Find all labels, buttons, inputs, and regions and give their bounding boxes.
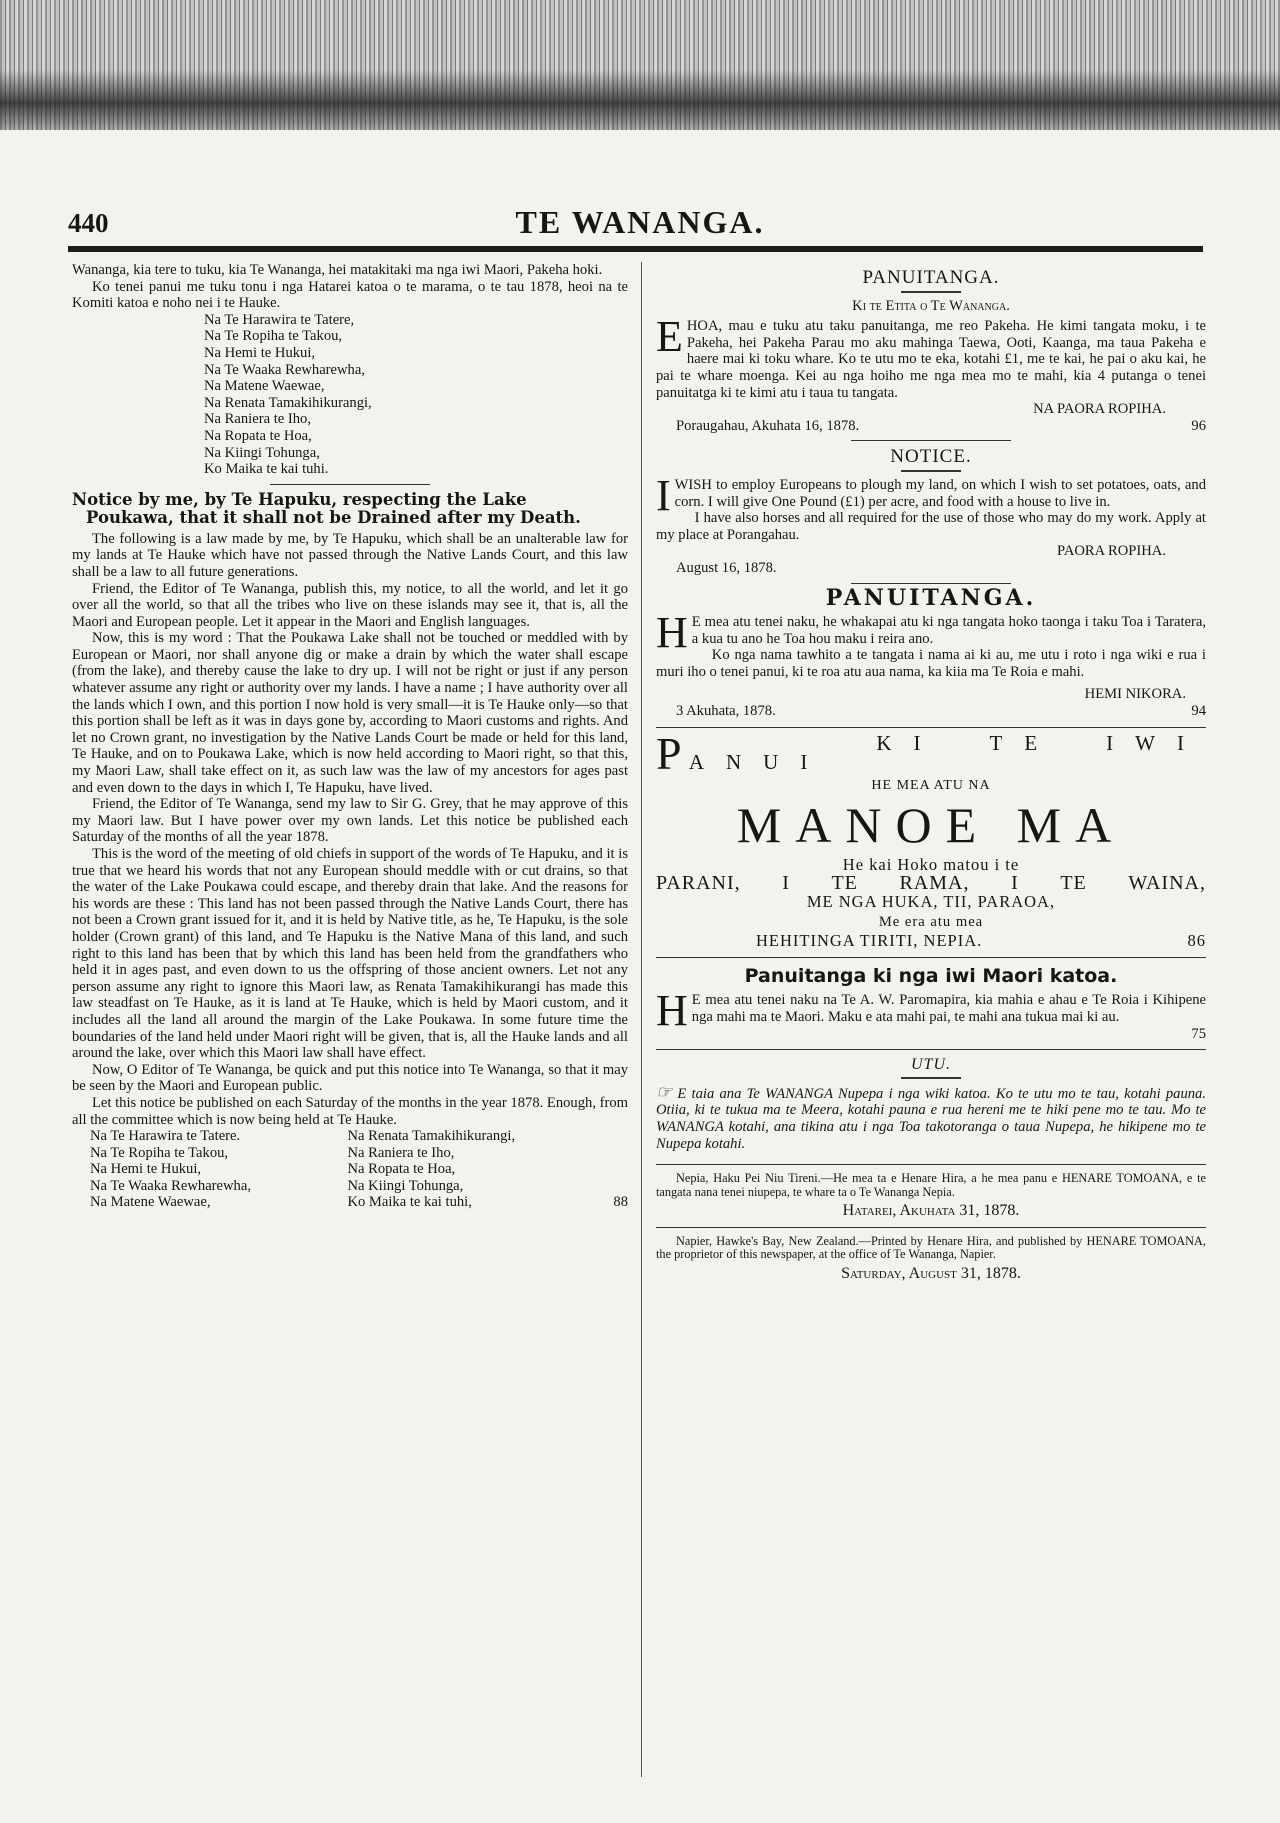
committee-name: Na Te Ropiha te Takou, [204,328,343,345]
advert-body [656,608,1206,658]
notice-paragraph: Now, this is my word : That the Poukawa Lake shall not be touched or meddled with by European or Maori, nor shall anyone dig or make a drain by which the water shall escape (from the lake), and thereby cause the lake to dry up. I will not be right or just if any person whatever assume any right or authority over my lands. I have a name ; I have authority over all the lands which I own, and this portion I now hold is very small—it is Te Hauke only—so that this portion shall be left as it was in days gone by, according to Maori customs and rights. And let no Crown grant, no investigation by the Native Lands Court be made or held for this land, Te Hauke, and on to Poukawa Lake, which is now held according to Maori right, so that this, my Maori Law, shall take effect on it, as such law was the law of my ancestors for ages past and even down to the days in which I, Te Hapuku, have lived. [72,630,628,796]
notice-paragraph: The following is a law made by me, by Te Hapuku, which shall be an unalterable law for my lands at Te Hauke which have not passed through the Native Lands Court, and this law shall be a law to all future generations. [72,530,628,580]
section-divider [851,583,1011,584]
advert-footer [656,933,1206,950]
advert-text: I have also horses and all required for the use of those who may do my work. Apply at my place at Porangahau. [656,510,1206,543]
goods-word: WAINA, [1128,871,1206,894]
drop-cap: I [656,470,671,520]
advert-footer [656,703,1206,720]
goods-word: PARANI, [656,871,741,894]
goods-word: I [1011,871,1019,894]
advert-goods [656,871,1206,894]
drop-cap: H [656,986,688,1036]
notice-paragraph: Let this notice be published on each Saturday of the months in the year 1878. Enough, from all the committee which is now being held at Te Hauke. [72,1094,628,1128]
committee-name: Na Ropata te Hoa, [204,427,312,444]
issue-date-maori: Hatarei, Akuhata 31, 1878. [842,1202,1020,1220]
committee-name: Na Te Harawira te Tatere, [204,311,355,328]
advert-body [656,470,1206,520]
committee-name: Na Te Waaka Rewharewha, [204,361,365,378]
advert-number: 75 [1191,1025,1206,1042]
notice-heading-line: Notice by me, by Te Hapuku, respecting the Lake [72,489,527,509]
advert-title: PANUITANGA. [825,584,1037,611]
committee-name: Na Kiingi Tohunga, [204,444,320,461]
section-divider [656,1164,1206,1165]
banner-word: ANUI [688,749,830,774]
advert-date: 3 Akuhata, 1878. [676,703,776,720]
committee-name: Na Hemi te Hukui, [204,344,316,361]
intro-paragraph: Ko tenei panui me tuku tonu i nga Hatarei katoa o te marama, o te tau 1878, heoi na te Komiti katoa e noho nei i te Hauke. [72,278,628,312]
goods-word: I [782,871,790,894]
notice-paragraph: This is the word of the meeting of old chiefs in support of the words of Te Hapuku, and it is true that we heard his words that not any European should meddle with or cut drains, so that the water of the Lake Poukawa could escape, and thereby drain that lake. And the reasons for his words are these : This land has not been passed through the Native Lands Court, there has not been a Crown grant issued for it, and it is held by Native title, as he, Te Hapuku, is the sole holder (Crown grant) of this land, and Te Hapuku is the Native Mana of this land, and such right to this land has been that by which this land has been held from the grandfathers who held it in ages past, and even down to us the offspring of those ancient owners. Let not any person assume any right to ignore this Maori law, as Renata Tamakihikurangi has made this law steadfast on Te Hauke, as it is land at Te Hauke, which is held by Maori custom, and it includes all the land all around the margin of the Lake Poukawa. In some future time the boundaries of the land held under Maori right will be given, that is, all the Hauke lands and all around the lake, over which this Maori law shall have effect. [72,846,628,1062]
banner-word: KI [876,730,943,755]
advert-title: NOTICE. [890,446,972,468]
advert-number: 96 [1191,417,1206,434]
drop-cap: H [656,608,688,658]
title-rule [901,291,961,293]
advert-line: He kai Hoko matou i te [842,854,1020,874]
advert-number: 86 [1187,931,1206,951]
header-rule [68,246,1203,252]
rates-body [656,1081,1206,1152]
notice-heading [72,491,628,527]
advert-title: Panuitanga ki nga iwi Maori katoa. [744,964,1118,987]
advert-text: HOA, mau e tuku atu taku panuitanga, me reo Pakeha. He kimi tangata moku, i te Pakeha, hei Pakeha Parau mo aku mahinga Taewa, Ooti, Kaanga, ma taua Pakeha e haere mai ki toku whare. Ko te utu mo te eka, kotahi £1, me te kai, he pai o aku kai, he pai te whare moenga. Kei au nga hoiho me nga mea mo te mahi, kia 4 putanga o tenei panuitatga ki te kimi atu i taua tu tangata. [656,318,1206,401]
signatory: Na Te Harawira te Tatere. [90,1128,241,1145]
advert-body [656,312,1206,401]
committee-name: Ko Maika te kai tuhi. [204,461,329,478]
rates-text: E taia ana Te WANANGA Nupepa i nga wiki katoa. Ko te utu mo te tau, kotahi pauna. Otiia, ki te tukua ma te Meera, kotahi pauna e rua hereni me te hiki pene mo te tau. Mo te WANANGA kotahi, ana tikina atu i nga Toa takotoranga o taua Nupepa, he hikipene mo te Nupepa kotahi. [656,1085,1206,1152]
committee-names [72,312,628,478]
advert-text: E mea atu tenei naku na Te A. W. Paromapira, kia mahia e ahau e Te Roia i Kihipene nga mahi ma te Maori. Maku e ata mahi pai, te mahi ana tukua mai ki au. [691,992,1206,1026]
drop-cap: P [656,727,683,779]
notice-paragraph: Friend, the Editor of Te Wananga, send my law to Sir G. Grey, that he may approve of this my Maori law. But I have power over my own lands. Let this notice be published each Saturday of the months of all the year 1878. [72,796,628,846]
advert-merchant-name: MANOE MA [736,796,1126,853]
advert-line: ME NGA HUKA, TII, PARAOA, [806,892,1056,912]
advert-line: HE MEA ATU NA [871,777,991,793]
column-divider [641,262,642,1777]
section-divider [656,727,1206,728]
advert-line: Me era atu mea [878,914,984,931]
title-rule [901,470,961,472]
advert-signature: HEMI NIKORA. [1084,686,1186,703]
advert-subtitle: Ki te Etita o Te Wananga. [852,297,1010,314]
signatory: Na Ropata te Hoa, [347,1161,456,1178]
scan-edge-band [0,0,1280,130]
imprint-maori: Nepia, Haku Pei Niu Tireni.—He mea ta e Henare Hira, a he mea panu e HENARE TOMOANA, e te tangata nana tenei niupepa, te whare ta o Te Wananga Nepia. [656,1171,1206,1199]
advert-text: WISH to employ Europeans to plough my land, on which I wish to set potatoes, oats, and corn. I will give One Pound (£1) per acre, and food with a house to live in. [674,476,1206,510]
signatory: Na Te Waaka Rewharewha, [90,1177,251,1194]
advert-date: August 16, 1878. [676,559,777,576]
committee-name: Na Matene Waewae, [204,378,325,395]
signatory: Na Matene Waewae, [90,1194,211,1211]
signature-table [72,1128,628,1211]
signatory: Na Kiingi Tohunga, [347,1177,464,1194]
issue-date-english: Saturday, August 31, 1878. [841,1264,1021,1282]
section-divider [270,484,430,485]
left-column [72,262,628,1211]
pointing-hand-icon: ☞ [656,1081,673,1102]
advert-footer [656,418,1206,435]
advert-signature: NA PAORA ROPIHA. [1033,401,1166,418]
section-divider [656,1227,1206,1228]
signatory: Na Raniera te Iho, [347,1144,455,1161]
intro-paragraph: Wananga, kia tere to tuku, kia Te Wananga, hei matakitaki ma nga iwi Maori, Pakeha hoki. [72,262,603,278]
rates-title: UTU. [910,1056,951,1074]
notice-paragraph: Now, O Editor of Te Wananga, be quick and put this notice into Te Wananga, so that it may be seen by the Maori and European public. [72,1061,628,1095]
signatory: Ko Maika te kai tuhi, [347,1194,472,1211]
advert-title: PANUITANGA. [862,267,1000,288]
advert-place-date: Poraugahau, Akuhata 16, 1878. [676,417,860,434]
section-divider [851,440,1011,441]
advert-address: HEHITINGA TIRITI, NEPIA. [756,931,983,951]
notice-paragraph: Friend, the Editor of Te Wananga, publish this, my notice, to all the world, and let it go over all the world, so that all the tribes who live on these islands may see it, that is, all the Maori and European people. Let it appear in the Maori and English languages. [72,580,628,630]
imprint-english: Napier, Hawke's Bay, New Zealand.—Printed by Henare Hira, and published by HENARE TOMOANA, the proprietor of this newspaper, at the office of Te Wananga, Napier. [656,1233,1206,1262]
advert-text: E mea atu tenei naku, he whakapai atu ki nga tangata hoko taonga i taku Toa i Taratera, a kua tu ano he Toa hou maku i reira ano. [691,614,1206,647]
goods-word: RAMA, [899,871,970,894]
committee-name: Na Raniera te Iho, [204,411,311,428]
section-divider [656,1049,1206,1050]
advert-number: 94 [1191,703,1206,720]
advert-number: 88 [613,1194,628,1211]
notice-heading-line: Poukawa, that it shall not be Drained after my Death. [86,507,581,527]
committee-name: Na Renata Tamakihikurangi, [204,394,372,411]
banner-word: IWI [1106,730,1206,755]
banner-word: TE [989,730,1060,755]
section-divider [656,957,1206,958]
goods-word: TE [831,871,858,894]
page-number: 440 [68,208,109,238]
signatory: Na Te Ropiha te Takou, [90,1144,229,1161]
title-rule [901,1077,961,1079]
drop-cap: E [656,312,683,362]
signatory: Na Renata Tamakihikurangi, [347,1128,516,1145]
advert-banner [656,727,1206,779]
advert-text: Ko nga nama tawhito a te tangata i nama ai ki au, me utu i roto i nga wiki e rua i muri iho o tenei panui, ki te roa atu aua nama, ka kiia ma Te Roia e mahi. [656,647,1206,680]
signatory: Na Hemi te Hukui, [90,1161,202,1178]
right-column [656,262,1206,1282]
masthead: TE WANANGA. [515,204,765,240]
goods-word: TE [1060,871,1087,894]
advert-signature: PAORA ROPIHA. [1057,543,1166,560]
